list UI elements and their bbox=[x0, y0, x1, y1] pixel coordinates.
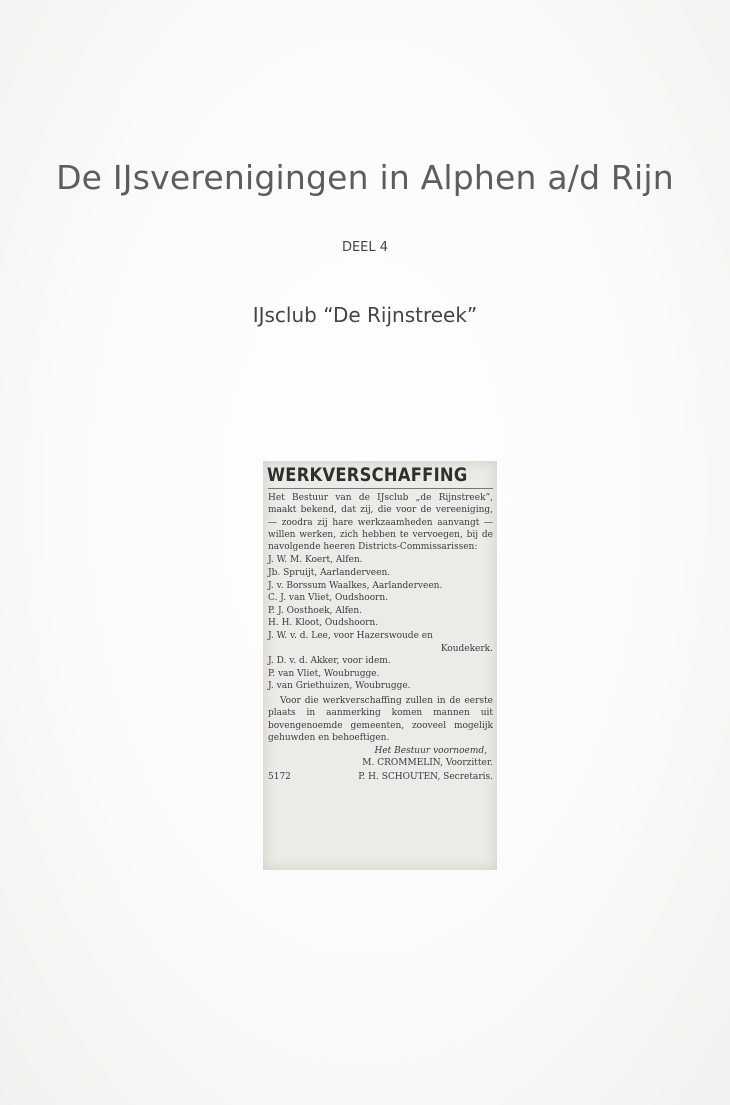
clipping-intro: Het Bestuur van de IJsclub „de Rijnstreek”, maakt bekend, dat zij, die voor de vereeniging, — zoodra zij hare werkzaamheden aanvangt — willen werken, zich hebben te vervoegen, bij de navolgende heeren Districts-Commissarissen: bbox=[268, 493, 493, 553]
clipping-rule bbox=[268, 488, 493, 489]
ad-number: 5172 bbox=[268, 772, 291, 783]
signer-chair: M. CROMMELIN, Voorzitter. bbox=[362, 758, 493, 769]
list-item: J. van Griethuizen, Woubrugge. bbox=[268, 681, 411, 692]
clipping-signoff: Het Bestuur voornoemd, bbox=[374, 746, 487, 757]
signer-secretary: P. H. SCHOUTEN, Secretaris. bbox=[358, 772, 493, 783]
list-item: H. H. Kloot, Oudshoorn. bbox=[268, 618, 379, 629]
list-item: J. W. v. d. Lee, voor Hazerswoude en bbox=[268, 631, 433, 642]
list-item: P. J. Oosthoek, Alfen. bbox=[268, 605, 363, 616]
list-item: J. W. M. Koert, Alfen. bbox=[268, 555, 363, 566]
list-item: Jb. Spruijt, Aarlanderveen. bbox=[268, 568, 391, 579]
commissioner-list bbox=[268, 554, 493, 693]
list-item: Koudekerk. bbox=[440, 643, 493, 654]
clipping-heading: WERKVERSCHAFFING bbox=[267, 464, 468, 486]
document-title: De IJsverenigingen in Alphen a/d Rijn bbox=[56, 158, 674, 197]
list-item: J. v. Borssum Waalkes, Aarlanderveen. bbox=[268, 580, 443, 591]
newspaper-clipping bbox=[263, 461, 497, 870]
list-item: C. J. van Vliet, Oudshoorn. bbox=[268, 593, 389, 604]
signature-row bbox=[268, 756, 493, 770]
list-item: J. D. v. d. Akker, voor idem. bbox=[268, 656, 391, 667]
document-subtitle: IJsclub “De Rijnstreek” bbox=[252, 303, 478, 327]
part-label: DEEL 4 bbox=[341, 240, 389, 255]
signature-row bbox=[268, 770, 493, 784]
list-item: P. van Vliet, Woubrugge. bbox=[268, 668, 380, 679]
clipping-closing: Voor die werkverschaffing zullen in de eerste plaats in aanmerking komen mannen uit bovengenoemde gemeenten, zooveel mogelijk gehuwden en behoeftigen. bbox=[268, 696, 493, 743]
